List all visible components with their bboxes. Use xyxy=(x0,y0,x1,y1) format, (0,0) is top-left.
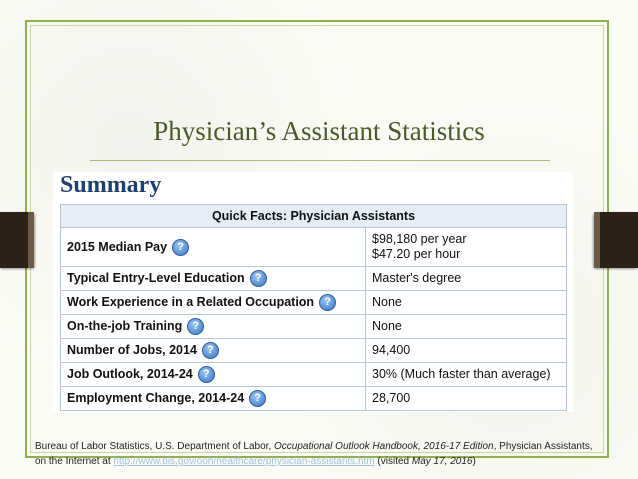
citation-text: Bureau of Labor Statistics, U.S. Department of Labor, xyxy=(35,441,275,452)
fact-value: Master's degree xyxy=(372,271,462,285)
fact-value: $47.20 per hour xyxy=(372,247,461,261)
table-header: Quick Facts: Physician Assistants xyxy=(61,205,567,228)
fact-label-cell xyxy=(61,228,366,267)
table-body xyxy=(61,228,567,411)
fact-value-cell xyxy=(366,267,567,291)
fact-value-cell xyxy=(366,315,567,339)
fact-value-cell xyxy=(366,363,567,387)
fact-value: 30% (Much faster than average) xyxy=(372,367,551,381)
citation-link[interactable]: http://www.bls.gov/ooh/healthcare/physician-assistants.htm xyxy=(113,456,375,467)
fact-label-cell xyxy=(61,315,366,339)
fact-label: Employment Change, 2014-24 xyxy=(67,390,245,405)
summary-heading: Summary xyxy=(60,172,162,198)
table-row xyxy=(61,387,567,411)
citation-handbook: Occupational Outlook Handbook, 2016-17 Edition xyxy=(274,441,494,452)
summary-panel xyxy=(53,172,573,412)
fact-label: Job Outlook, 2014-24 xyxy=(67,366,193,381)
binder-clip-left xyxy=(0,212,34,268)
citation-visited-date: May 17, 2016 xyxy=(411,456,473,467)
help-icon[interactable]: ? xyxy=(172,239,189,256)
fact-value: None xyxy=(372,295,402,309)
help-icon[interactable]: ? xyxy=(187,318,204,335)
fact-label: Number of Jobs, 2014 xyxy=(67,342,197,357)
fact-value-cell xyxy=(366,291,567,315)
table-row xyxy=(61,339,567,363)
citation-text: ) xyxy=(472,456,476,467)
fact-value: None xyxy=(372,319,402,333)
help-icon[interactable]: ? xyxy=(250,270,267,287)
binder-clip-right xyxy=(594,212,638,268)
table-row xyxy=(61,291,567,315)
table-row xyxy=(61,228,567,267)
fact-value-cell xyxy=(366,228,567,267)
slide-title: Physician’s Assistant Statistics xyxy=(153,116,485,146)
fact-label-cell xyxy=(61,291,366,315)
fact-value: $98,180 per year xyxy=(372,232,467,246)
title-underline xyxy=(90,160,550,161)
fact-value: 28,700 xyxy=(372,391,411,405)
quick-facts-table xyxy=(60,204,567,411)
fact-label: On-the-job Training xyxy=(67,318,183,333)
citation xyxy=(35,439,605,469)
citation-text: (visited xyxy=(374,456,412,467)
fact-value-cell xyxy=(366,387,567,411)
help-icon[interactable]: ? xyxy=(319,294,336,311)
fact-label-cell xyxy=(61,363,366,387)
help-icon[interactable]: ? xyxy=(202,342,219,359)
fact-label-cell xyxy=(61,267,366,291)
table-header-row xyxy=(61,205,567,228)
table-row xyxy=(61,267,567,291)
table-row xyxy=(61,315,567,339)
help-icon[interactable]: ? xyxy=(198,366,215,383)
table-row xyxy=(61,363,567,387)
fact-value-cell xyxy=(366,339,567,363)
fact-label-cell xyxy=(61,339,366,363)
help-icon[interactable]: ? xyxy=(249,390,266,407)
fact-label: 2015 Median Pay xyxy=(67,239,168,254)
fact-label-cell xyxy=(61,387,366,411)
fact-label: Typical Entry-Level Education xyxy=(67,270,245,285)
citation-text: , Physician Assistants, on the Internet at xyxy=(35,441,593,467)
fact-label: Work Experience in a Related Occupation xyxy=(67,294,315,309)
fact-value: 94,400 xyxy=(372,343,411,357)
